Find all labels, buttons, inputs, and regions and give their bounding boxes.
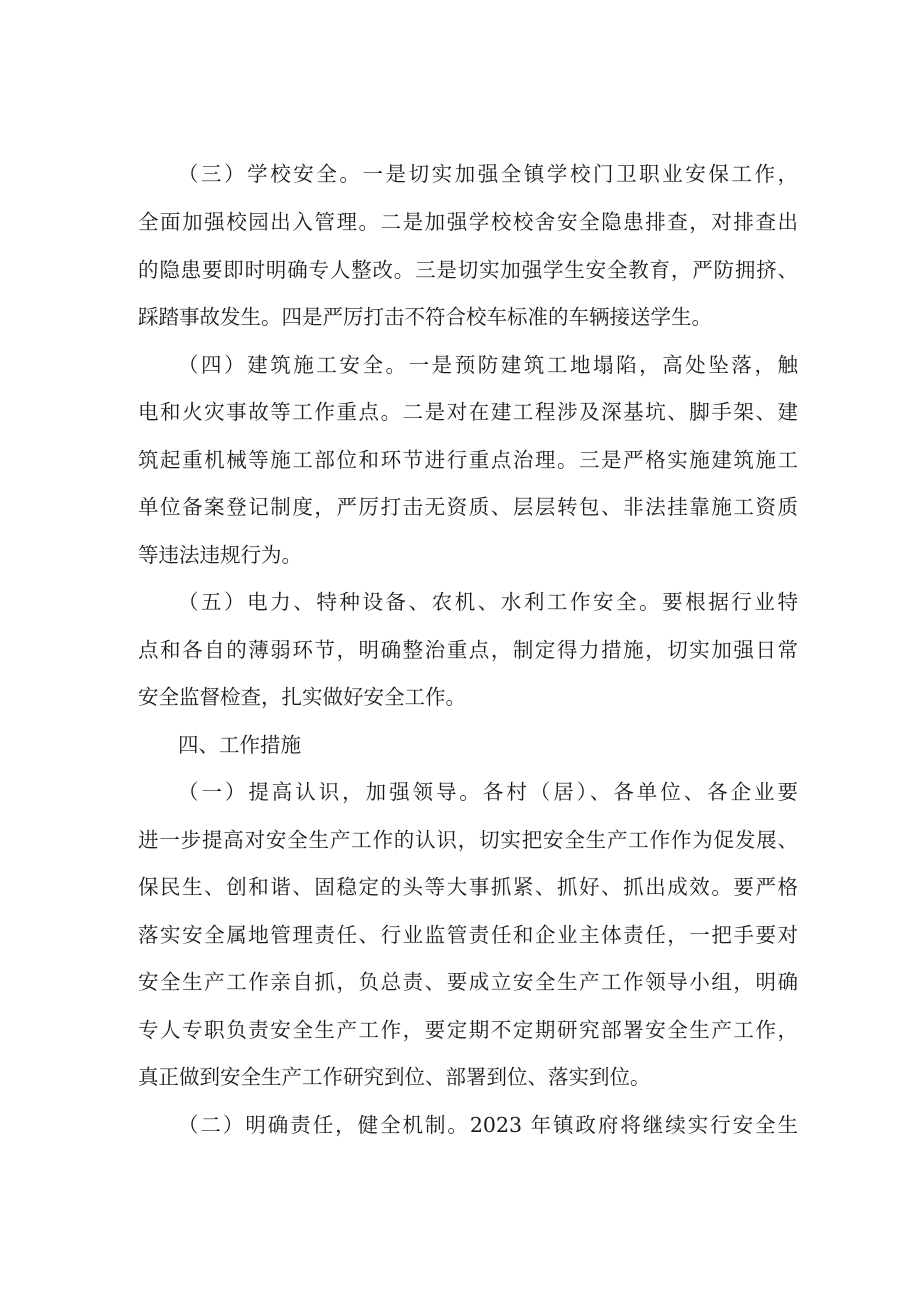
section-heading: 四、工作措施 <box>178 733 301 757</box>
body-text-line: 落实安全属地管理责任、行业监管责任和企业主体责任，一把手要对 <box>138 923 798 947</box>
body-text-line: 全面加强校园出入管理。二是加强学校校舍安全隐患排查，对排查出 <box>138 210 798 234</box>
body-text-line: （五）电力、特种设备、农机、水利工作安全。要根据行业特 <box>178 590 798 614</box>
body-text-line: 电和火灾事故等工作重点。二是对在建工程涉及深基坑、脚手架、建 <box>138 400 798 424</box>
body-text-line: 单位备案登记制度，严厉打击无资质、层层转包、非法挂靠施工资质 <box>138 495 798 519</box>
body-text-line: （一）提高认识，加强领导。各村（居）、各单位、各企业要 <box>178 780 798 804</box>
body-text-line: （二）明确责任，健全机制。2023 年镇政府将继续实行安全生 <box>178 1113 798 1137</box>
body-text-line: 安全生产工作亲自抓，负总责、要成立安全生产工作领导小组，明确 <box>138 970 798 994</box>
body-text-line: 筑起重机械等施工部位和环节进行重点治理。三是严格实施建筑施工 <box>138 448 798 472</box>
body-text-line: 安全监督检查，扎实做好安全工作。 <box>138 685 466 709</box>
body-text-line: 进一步提高对安全生产工作的认识，切实把安全生产工作作为促发展、 <box>138 828 798 852</box>
body-text-line: 专人专职负责安全生产工作，要定期不定期研究部署安全生产工作， <box>138 1018 798 1042</box>
body-text-line: 等违法违规行为。 <box>138 543 302 567</box>
body-text-line: （四）建筑施工安全。一是预防建筑工地塌陷，高处坠落，触 <box>178 353 798 377</box>
body-text-line: 真正做到安全生产工作研究到位、部署到位、落实到位。 <box>138 1065 651 1089</box>
body-text-line: 点和各自的薄弱环节，明确整治重点，制定得力措施，切实加强日常 <box>138 638 798 662</box>
body-text-line: 保民生、创和谐、固稳定的头等大事抓紧、抓好、抓出成效。要严格 <box>138 875 798 899</box>
body-text-line: 踩踏事故发生。四是严厉打击不符合校车标准的车辆接送学生。 <box>138 305 712 329</box>
body-text-line: （三）学校安全。一是切实加强全镇学校门卫职业安保工作， <box>178 162 798 186</box>
body-text-line: 的隐患要即时明确专人整改。三是切实加强学生安全教育，严防拥挤、 <box>138 258 798 282</box>
